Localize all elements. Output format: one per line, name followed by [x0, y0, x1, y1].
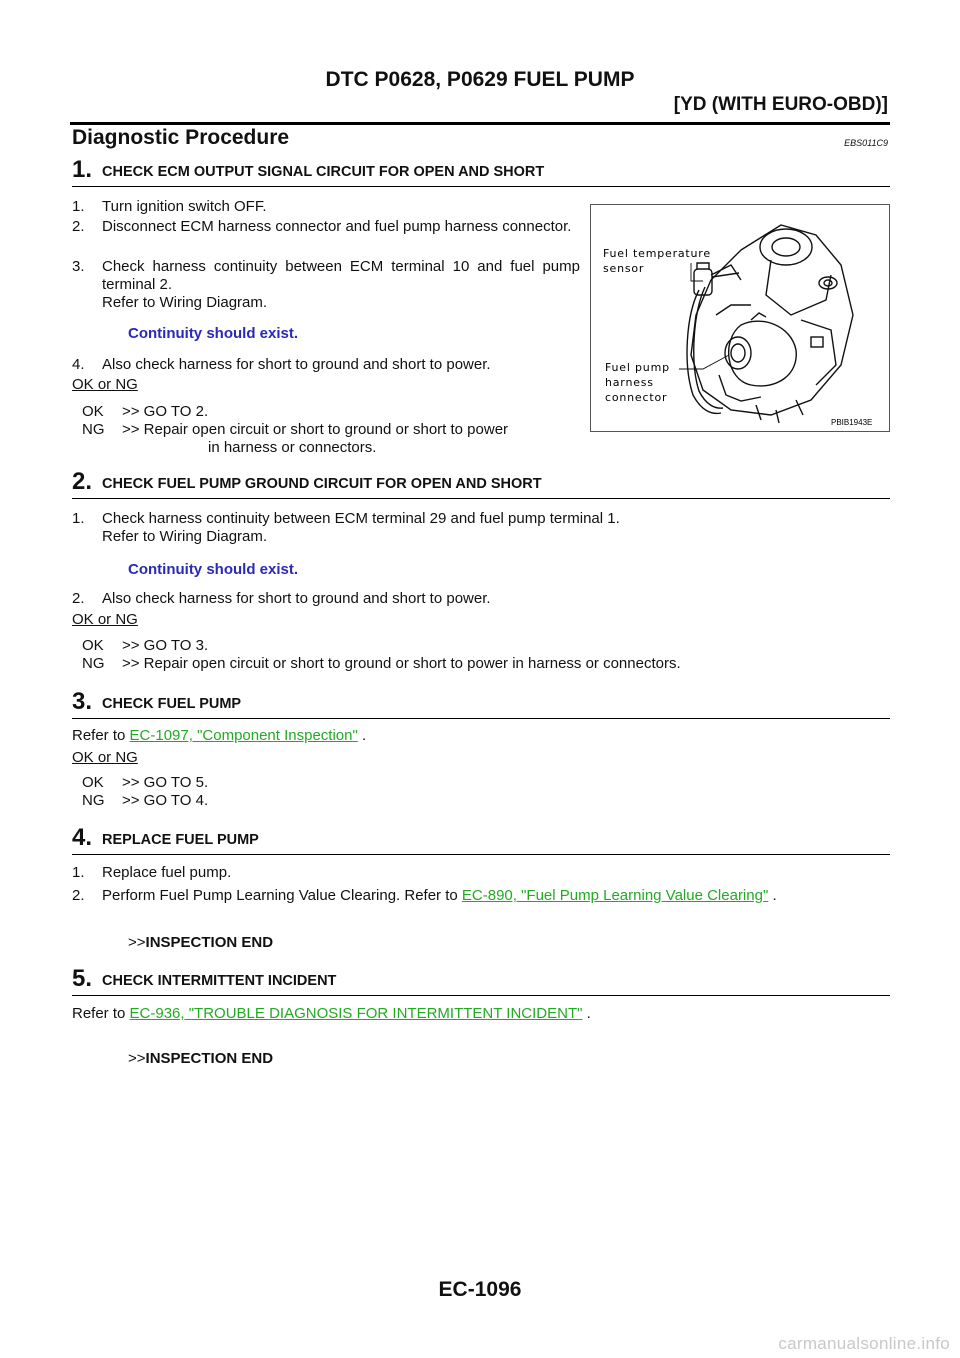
- figure-label-conn-line3: connector: [605, 391, 668, 404]
- step-1-item-1: [72, 198, 580, 216]
- step-2-results: [82, 637, 882, 673]
- item-number: 1.: [72, 198, 85, 215]
- result-ng: NG >> Repair open circuit or short to ground or short to power: [82, 421, 509, 438]
- step-1-item-2: [72, 218, 580, 236]
- item-text: Also check harness for short to ground and short to power.: [102, 356, 491, 373]
- watermark: carmanualsonline.info: [778, 1334, 950, 1353]
- step-number: 5.: [72, 965, 93, 992]
- step-5-heading: [72, 967, 890, 996]
- step-2-item-2: [72, 590, 852, 608]
- item-subtext: Refer to Wiring Diagram.: [102, 528, 268, 545]
- page-header-subtitle: [YD (WITH EURO-OBD)]: [673, 94, 888, 115]
- step-1-item-3: [72, 258, 580, 312]
- item-text: Check harness continuity between ECM terminal 29 and fuel pump terminal 1.: [102, 510, 620, 527]
- ok-or-ng-label: OK or NG: [72, 611, 138, 628]
- item-text: Check harness continuity between ECM terminal 10 and fuel pump terminal 2.: [102, 258, 580, 293]
- item-number: 1.: [72, 864, 85, 881]
- item-subtext: Refer to Wiring Diagram.: [102, 294, 268, 311]
- step-3-results: [82, 774, 482, 810]
- section-title: Diagnostic Procedure: [72, 126, 290, 149]
- fuel-pump-figure: [590, 204, 890, 432]
- step-1-heading: [72, 158, 890, 187]
- step-number: 4.: [72, 824, 93, 851]
- figure-label-conn-line1: Fuel pump: [605, 361, 670, 374]
- step-title: REPLACE FUEL PUMP: [102, 832, 259, 848]
- step-title: CHECK FUEL PUMP: [102, 696, 242, 712]
- step-1-item-4: [72, 356, 632, 374]
- step-4-heading: [72, 826, 890, 855]
- spec-note: Continuity should exist.: [128, 325, 299, 342]
- result-ng: NG >> GO TO 4.: [82, 792, 209, 809]
- step-2-item-1: [72, 510, 852, 546]
- ok-or-ng-label: OK or NG: [72, 376, 138, 393]
- figure-label-temp-line2: sensor: [603, 262, 645, 275]
- link-fuel-pump-learning[interactable]: EC-890, "Fuel Pump Learning Value Clearing": [461, 887, 769, 904]
- item-number: 3.: [72, 258, 85, 275]
- fuel-pump-illustration: [591, 205, 889, 431]
- item-text: Disconnect ECM harness connector and fuel pump harness connector.: [102, 218, 572, 235]
- item-text: Also check harness for short to ground and short to power.: [102, 590, 491, 607]
- step-5-refer: Refer to EC-936, "TROUBLE DIAGNOSIS FOR INTERMITTENT INCIDENT" .: [72, 1005, 591, 1022]
- item-number: 4.: [72, 356, 85, 373]
- figure-code: PBIB1943E: [831, 418, 873, 427]
- inspection-end: >>INSPECTION END: [128, 1050, 274, 1067]
- figure-label-temp-line1: Fuel temperature: [603, 247, 711, 260]
- step-4-item-1: [72, 864, 852, 882]
- step-2-heading: [72, 470, 890, 499]
- item-number: 2.: [72, 887, 85, 904]
- section-code: EBS011C9: [844, 138, 888, 148]
- step-number: 2.: [72, 468, 93, 495]
- step-3-heading: [72, 690, 890, 719]
- ok-or-ng-label: OK or NG: [72, 749, 138, 766]
- step-number: 1.: [72, 156, 93, 183]
- link-component-inspection[interactable]: EC-1097, "Component Inspection": [129, 727, 358, 744]
- result-ok: OK >> GO TO 5.: [82, 774, 209, 791]
- page-header-title: DTC P0628, P0629 FUEL PUMP: [325, 68, 635, 91]
- figure-label-conn-line2: harness: [605, 376, 654, 389]
- step-title: CHECK ECM OUTPUT SIGNAL CIRCUIT FOR OPEN AND SHORT: [102, 164, 545, 180]
- item-text: Turn ignition switch OFF.: [102, 198, 267, 215]
- step-1-results: [82, 403, 592, 457]
- item-number: 2.: [72, 590, 85, 607]
- result-ok: OK >> GO TO 2.: [82, 403, 209, 420]
- step-4-item-2: 2. Perform Fuel Pump Learning Value Clearing. Refer to EC-890, "Fuel Pump Learning Value Clearing" .: [72, 887, 777, 904]
- step-number: 3.: [72, 688, 93, 715]
- step-title: CHECK INTERMITTENT INCIDENT: [102, 973, 337, 989]
- result-ng: NG >> Repair open circuit or short to ground or short to power in harness or connectors.: [82, 655, 681, 672]
- result-ok: OK >> GO TO 3.: [82, 637, 209, 654]
- spec-note: Continuity should exist.: [128, 561, 299, 578]
- header-rule: [70, 122, 890, 125]
- result-ng-cont: in harness or connectors.: [208, 439, 377, 456]
- item-number: 1.: [72, 510, 85, 527]
- page-number: EC-1096: [438, 1278, 522, 1301]
- step-title: CHECK FUEL PUMP GROUND CIRCUIT FOR OPEN AND SHORT: [102, 476, 542, 492]
- link-intermittent-incident[interactable]: EC-936, "TROUBLE DIAGNOSIS FOR INTERMITTENT INCIDENT": [129, 1005, 583, 1022]
- item-text: Replace fuel pump.: [102, 864, 232, 881]
- step-3-refer: Refer to EC-1097, "Component Inspection" .: [72, 727, 367, 744]
- item-text: Perform Fuel Pump Learning Value Clearing. Refer to: [102, 887, 458, 904]
- item-number: 2.: [72, 218, 85, 235]
- inspection-end: >>INSPECTION END: [128, 934, 274, 951]
